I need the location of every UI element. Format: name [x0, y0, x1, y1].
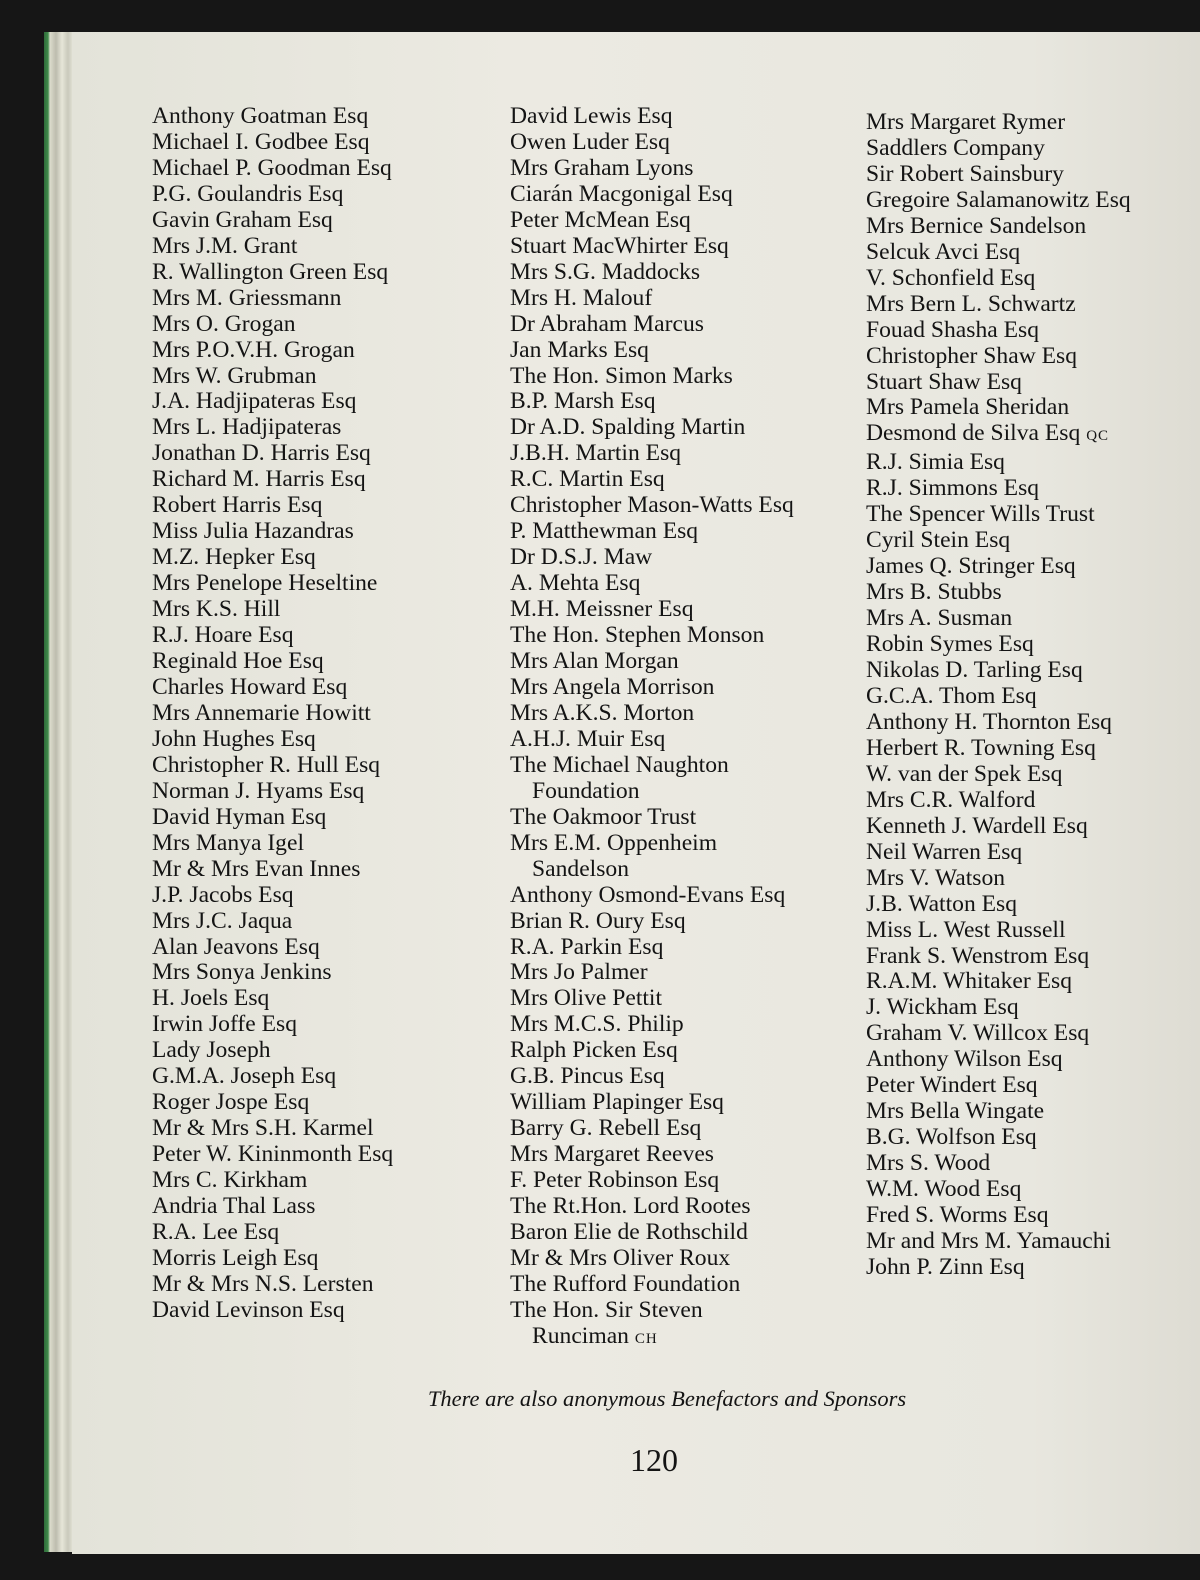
list-item-continuation [510, 1324, 794, 1353]
list-item: A.H.J. Muir Esq [510, 725, 666, 752]
list-item: Graham V. Willcox Esq [866, 1020, 1090, 1047]
list-item: Mrs Angela Morrison [510, 673, 715, 700]
list-item: G.B. Pincus Esq [510, 1063, 665, 1090]
list-item: Mrs B. Stubbs [866, 579, 1002, 606]
list-item: B.P. Marsh Esq [510, 388, 656, 415]
list-item: The Hon. Stephen Monson [510, 622, 765, 649]
list-item: Mrs Bern L. Schwartz [866, 290, 1076, 317]
list-item: Morris Leigh Esq [152, 1244, 319, 1271]
list-item: Mrs S.G. Maddocks [510, 258, 701, 285]
list-item: Neil Warren Esq [866, 838, 1023, 865]
list-item: Alan Jeavons Esq [152, 933, 320, 960]
list-item: Mr & Mrs Evan Innes [152, 855, 361, 882]
list-item: R.C. Martin Esq [510, 466, 665, 493]
list-item: Mrs Penelope Heseltine [152, 570, 378, 597]
list-item: Michael I. Godbee Esq [152, 128, 370, 155]
list-item: Mrs Bella Wingate [866, 1098, 1045, 1125]
list-item: R.A. Lee Esq [152, 1218, 280, 1245]
list-item: J.P. Jacobs Esq [152, 881, 294, 908]
list-item: The Oakmoor Trust [510, 803, 697, 830]
list-item: Miss L. West Russell [866, 916, 1066, 943]
list-item: R.A. Parkin Esq [510, 933, 664, 960]
list-item: Mrs W. Grubman [152, 362, 317, 389]
list-item: F. Peter Robinson Esq [510, 1167, 720, 1194]
list-item: V. Schonfield Esq [866, 264, 1036, 291]
list-item: J.A. Hadjipateras Esq [152, 388, 357, 415]
list-item: Mrs Annemarie Howitt [152, 699, 371, 726]
page-number: 120 [630, 1442, 678, 1478]
list-item: David Lewis Esq [510, 103, 673, 129]
list-item: Dr A.D. Spalding Martin [510, 414, 746, 441]
list-item: Mrs A.K.S. Morton [510, 699, 695, 726]
list-item: Jonathan D. Harris Esq [152, 440, 371, 467]
list-item: Richard M. Harris Esq [152, 466, 366, 493]
list-item: Baron Elie de Rothschild [510, 1218, 748, 1245]
list-item: G.M.A. Joseph Esq [152, 1063, 337, 1090]
list-item: Owen Luder Esq [510, 128, 670, 155]
list-item: Mrs M.C.S. Philip [510, 1011, 684, 1038]
list-item: Fouad Shasha Esq [866, 316, 1040, 343]
list-item: David Levinson Esq [152, 1296, 345, 1323]
list-item: Stuart MacWhirter Esq [510, 232, 729, 259]
list-item: M.H. Meissner Esq [510, 596, 694, 623]
list-item: John P. Zinn Esq [866, 1253, 1025, 1280]
list-item: Mrs A. Susman [866, 605, 1013, 632]
list-item: B.G. Wolfson Esq [866, 1124, 1037, 1151]
list-item: R.J. Simia Esq [866, 449, 1005, 476]
list-item: Irwin Joffe Esq [152, 1011, 298, 1038]
list-item: Anthony H. Thornton Esq [866, 708, 1112, 735]
list-item: Mrs Olive Pettit [510, 985, 663, 1012]
list-item: Mrs V. Watson [866, 864, 1006, 891]
list-item: J. Wickham Esq [866, 994, 1019, 1021]
list-item: Charles Howard Esq [152, 673, 348, 700]
list-item: Miss Julia Hazandras [152, 518, 354, 545]
list-item: J.B.H. Martin Esq [510, 440, 682, 467]
list-item-text: Desmond de Silva Esq [866, 420, 1081, 447]
list-item: P.G. Goulandris Esq [152, 180, 344, 207]
list-item: Michael P. Goodman Esq [152, 154, 392, 181]
list-item: Gavin Graham Esq [152, 206, 333, 233]
list-item-continuation: Foundation [532, 777, 640, 804]
list-item: Mrs Jo Palmer [510, 959, 648, 986]
list-item: R.J. Hoare Esq [152, 622, 294, 649]
list-item: Robin Symes Esq [866, 631, 1034, 658]
list-item: P. Matthewman Esq [510, 518, 699, 545]
list-item: M.Z. Hepker Esq [152, 544, 316, 571]
list-item: Barry G. Rebell Esq [510, 1115, 702, 1142]
book-page-edges [44, 32, 74, 1552]
list-item: The Rufford Foundation [510, 1270, 741, 1297]
list-item: Andria Thal Lass [152, 1193, 316, 1220]
list-item: H. Joels Esq [152, 985, 270, 1012]
list-item: David Hyman Esq [152, 803, 327, 830]
list-item: Roger Jospe Esq [152, 1089, 310, 1116]
list-item: Mrs Bernice Sandelson [866, 212, 1087, 239]
list-item: Dr D.S.J. Maw [510, 544, 653, 571]
benefactors-column-3 [866, 110, 1131, 1281]
list-item: The Spencer Wills Trust [866, 501, 1095, 528]
list-item: Mrs K.S. Hill [152, 596, 281, 623]
list-item: R.J. Simmons Esq [866, 475, 1040, 502]
list-item: The Michael Naughton [510, 751, 729, 778]
list-item: The Hon. Sir Steven [510, 1296, 703, 1323]
list-item: Anthony Wilson Esq [866, 1046, 1063, 1073]
list-item: Mr & Mrs Oliver Roux [510, 1244, 731, 1271]
list-item: John Hughes Esq [152, 725, 316, 752]
list-item: Kenneth J. Wardell Esq [866, 812, 1088, 839]
list-item: The Rt.Hon. Lord Rootes [510, 1193, 751, 1220]
list-item: Mrs C. Kirkham [152, 1167, 308, 1194]
list-item: Christopher Mason-Watts Esq [510, 492, 794, 519]
honour-suffix: CH [634, 1330, 658, 1347]
list-item: Mrs Margaret Reeves [510, 1141, 714, 1168]
list-item: Mr and Mrs M. Yamauchi [866, 1227, 1112, 1254]
list-item: Peter Windert Esq [866, 1072, 1038, 1099]
list-item: Mrs E.M. Oppenheim [510, 829, 718, 856]
list-item: Ralph Picken Esq [510, 1037, 678, 1064]
list-item-continuation: Sandelson [532, 855, 629, 882]
list-item: Lady Joseph [152, 1037, 271, 1064]
list-item: Mrs O. Grogan [152, 310, 296, 337]
list-item: W. van der Spek Esq [866, 760, 1063, 787]
list-item: Stuart Shaw Esq [866, 368, 1022, 395]
list-item: Herbert R. Towning Esq [866, 734, 1096, 761]
list-item: A. Mehta Esq [510, 570, 641, 597]
list-item: Peter McMean Esq [510, 206, 691, 233]
list-item: Norman J. Hyams Esq [152, 777, 365, 804]
list-item: James Q. Stringer Esq [866, 553, 1076, 580]
list-item: Nikolas D. Tarling Esq [866, 657, 1083, 684]
list-item: Reginald Hoe Esq [152, 648, 324, 675]
list-item: Mrs Margaret Rymer [866, 109, 1066, 135]
list-item: Mrs Graham Lyons [510, 154, 694, 181]
list-item: Anthony Goatman Esq [152, 103, 369, 129]
list-item: Anthony Osmond-Evans Esq [510, 881, 786, 908]
list-item: Selcuk Avci Esq [866, 238, 1021, 265]
list-item: Mr & Mrs S.H. Karmel [152, 1115, 374, 1142]
list-item: Christopher R. Hull Esq [152, 751, 381, 778]
list-item: Jan Marks Esq [510, 336, 649, 363]
list-item-text: Runciman [532, 1322, 629, 1349]
list-item: Mrs L. Hadjipateras [152, 414, 342, 441]
list-item: The Hon. Simon Marks [510, 362, 733, 389]
benefactors-column-1 [152, 104, 393, 1324]
list-item [866, 421, 1131, 450]
list-item: Mrs Alan Morgan [510, 648, 679, 675]
anonymous-benefactors-note: There are also anonymous Benefactors and Sponsors [427, 1386, 907, 1411]
list-item: Mrs M. Griessmann [152, 284, 342, 311]
list-item: Mrs P.O.V.H. Grogan [152, 336, 355, 363]
list-item: Mrs S. Wood [866, 1150, 991, 1177]
list-item: Mrs Sonya Jenkins [152, 959, 332, 986]
list-item: Mrs J.M. Grant [152, 232, 298, 259]
list-item: Mrs H. Malouf [510, 284, 653, 311]
list-item: Dr Abraham Marcus [510, 310, 704, 337]
list-item: Frank S. Wenstrom Esq [866, 942, 1090, 969]
list-item: G.C.A. Thom Esq [866, 682, 1037, 709]
list-item: Brian R. Oury Esq [510, 907, 686, 934]
benefactors-column-2 [510, 104, 794, 1353]
list-item: Mrs J.C. Jaqua [152, 907, 293, 934]
list-item: Christopher Shaw Esq [866, 342, 1078, 369]
list-item: R.A.M. Whitaker Esq [866, 968, 1072, 995]
list-item: Robert Harris Esq [152, 492, 323, 519]
list-item: Cyril Stein Esq [866, 527, 1011, 554]
list-item: Mrs Pamela Sheridan [866, 394, 1070, 421]
list-item: Saddlers Company [866, 134, 1045, 161]
list-item: Gregoire Salamanowitz Esq [866, 186, 1131, 213]
list-item: W.M. Wood Esq [866, 1176, 1022, 1203]
list-item: R. Wallington Green Esq [152, 258, 389, 285]
honour-suffix: QC [1086, 428, 1110, 445]
list-item: Mrs C.R. Walford [866, 786, 1036, 813]
list-item: Mr & Mrs N.S. Lersten [152, 1270, 374, 1297]
list-item: Sir Robert Sainsbury [866, 160, 1064, 187]
list-item: Mrs Manya Igel [152, 829, 305, 856]
list-item: Ciarán Macgonigal Esq [510, 180, 733, 207]
list-item: William Plapinger Esq [510, 1089, 724, 1116]
list-item: Fred S. Worms Esq [866, 1202, 1049, 1229]
list-item: J.B. Watton Esq [866, 890, 1018, 917]
list-item: Peter W. Kininmonth Esq [152, 1141, 394, 1168]
